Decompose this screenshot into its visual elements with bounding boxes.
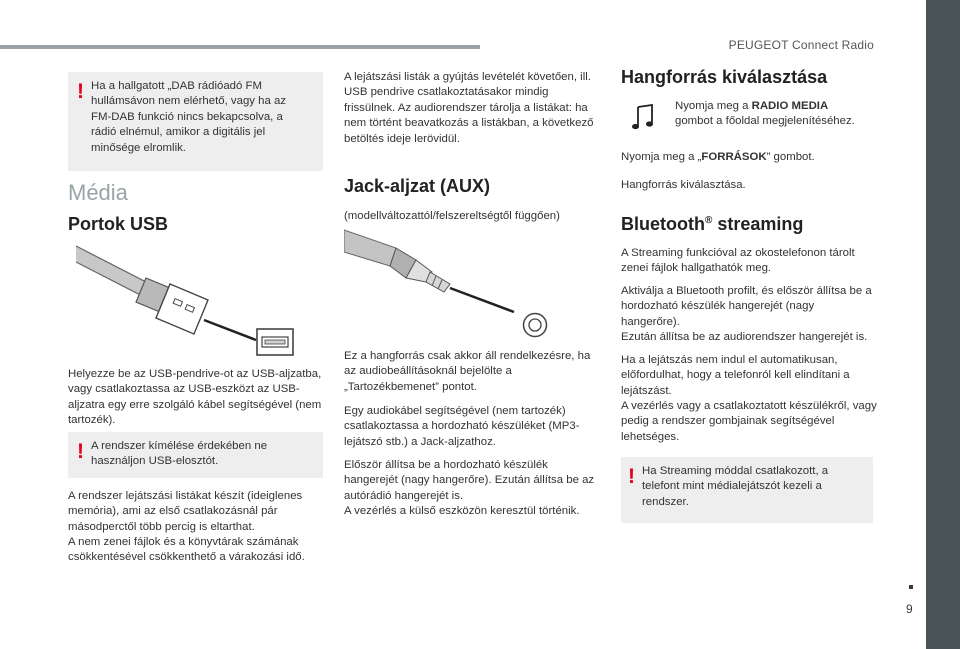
note-box-dab xyxy=(68,72,323,171)
music-note-icon xyxy=(632,104,654,130)
section-title: Média xyxy=(68,180,128,205)
bluetooth-heading-main: Bluetooth xyxy=(621,214,705,234)
sources-pre: Nyomja meg a „ xyxy=(621,151,702,163)
note-usb-hub-text: A rendszer kímélése érdekében ne használjon USB-elosztót. xyxy=(91,440,268,468)
registered-mark: ® xyxy=(704,215,713,226)
sources-post: ” gombot. xyxy=(766,151,815,163)
radio-media-pre: Nyomja meg a xyxy=(675,100,752,112)
aux-control-text: A vezérlés a külső eszközön keresztül történik. xyxy=(344,505,580,517)
bluetooth-heading-post: streaming xyxy=(712,214,804,234)
aux-availability-note: (modellváltozattól/felszereltségtől függően) xyxy=(344,210,560,222)
radio-media-post: gombot a főoldal megjelenítéséhez. xyxy=(675,115,855,128)
streaming-intro: A Streaming funkcióval az okostelefonon tárolt zenei fájlok hallgathatók meg. xyxy=(621,247,855,275)
autoplay-text: Ha a lejátszás nem indul el automatikusan, előfordulhat, hogy a telefonról kell elindítani a lejátszást. xyxy=(621,354,850,397)
aux-heading: Jack-aljzat (AUX) xyxy=(344,176,491,196)
sources-button-label: FORRÁSOK xyxy=(701,151,767,163)
bluetooth-heading xyxy=(621,214,803,235)
playlist-refresh-text: A lejátszási listák a gyújtás levételét követően, ill. USB pendrive csatlakoztatásakor mindig frissülnek. Az audiorendszer tárolja a listákat: ha nem történt beavatkozás a listákban, a következő betöltés ideje lerövidül. xyxy=(344,71,594,145)
aux-connect-text: Egy audiokábel segítségével (nem tartozék) csatlakoztassa a hordozható készüléket (MP3-lejátszó stb.) a Jack-aljzathoz. xyxy=(344,405,580,448)
source-heading: Hangforrás kiválasztása xyxy=(621,67,828,87)
header-rule xyxy=(0,45,480,49)
waiting-time-info: A nem zenei fájlok és a könyvtárak számának csökkentésével csökkenthető a várakozási idő. xyxy=(68,536,305,564)
sources-instruction xyxy=(621,150,876,165)
aux-volume-text: Először állítsa be a hordozható készülék hangerejét (nagy hangerőre). Ezután állítsa be az autórádió hangerejét is. xyxy=(344,459,595,502)
audio-volume-text: Ezután állítsa be az audiorendszer hangerejét is. xyxy=(621,331,868,343)
control-options-text: A vezérlés vagy a csatlakoztatott készülékről, vagy pedig a rendszer gombjainak segítségével lehetséges. xyxy=(621,400,877,443)
jack-plug-illustration xyxy=(344,228,552,340)
page-sidebar xyxy=(926,0,960,649)
radio-media-instruction xyxy=(675,99,875,130)
playlist-info: A rendszer lejátszási listákat készít (ideiglenes memória), ami az első csatlakozásnál pár másodperctől több percig is eltarthat. xyxy=(68,490,303,533)
continue-marker xyxy=(909,585,913,589)
brand-label: PEUGEOT Connect Radio xyxy=(728,38,874,52)
warning-exclamation-icon: ! xyxy=(77,80,84,103)
warning-exclamation-icon: ! xyxy=(77,440,84,463)
radio-media-button-label: RADIO MEDIA xyxy=(751,100,829,112)
usb-heading: Portok USB xyxy=(68,214,169,234)
note-streaming-text: Ha Streaming móddal csatlakozott, a telefont mint médialejátszót kezeli a rendszer. xyxy=(642,465,829,508)
bluetooth-profile-text: Aktiválja a Bluetooth profilt, és először állítsa be a hordozható készülék hangerejét (nagy hangerőre). xyxy=(621,285,872,328)
note-box-streaming xyxy=(621,457,873,523)
note-dab-text: Ha a hallgatott „DAB rádióadó FM hullámsávon nem elérhető, vagy ha az FM-DAB funkció nincs bekapcsolva, a rádió elnémul, amikor a digitális jel minősége elromlik. xyxy=(91,80,287,154)
page-number: 9 xyxy=(906,602,913,616)
usb-instructions: Helyezze be az USB-pendrive-ot az USB-aljzatba, vagy csatlakoztassa az USB-eszközt az USB-aljzatra egy erre szolgáló kábel segítségével (nem tartozék). xyxy=(68,368,322,427)
source-select-text: Hangforrás kiválasztása. xyxy=(621,179,746,191)
aux-enable-text: Ez a hangforrás csak akkor áll rendelkezésre, ha az audiobeállításoknál bejelölte a „Tartozékbemenet” pontot. xyxy=(344,350,591,393)
note-box-usb-hub xyxy=(68,432,323,478)
usb-port-icon xyxy=(256,328,294,356)
jack-socket-icon xyxy=(522,312,548,338)
warning-exclamation-icon: ! xyxy=(628,465,635,488)
